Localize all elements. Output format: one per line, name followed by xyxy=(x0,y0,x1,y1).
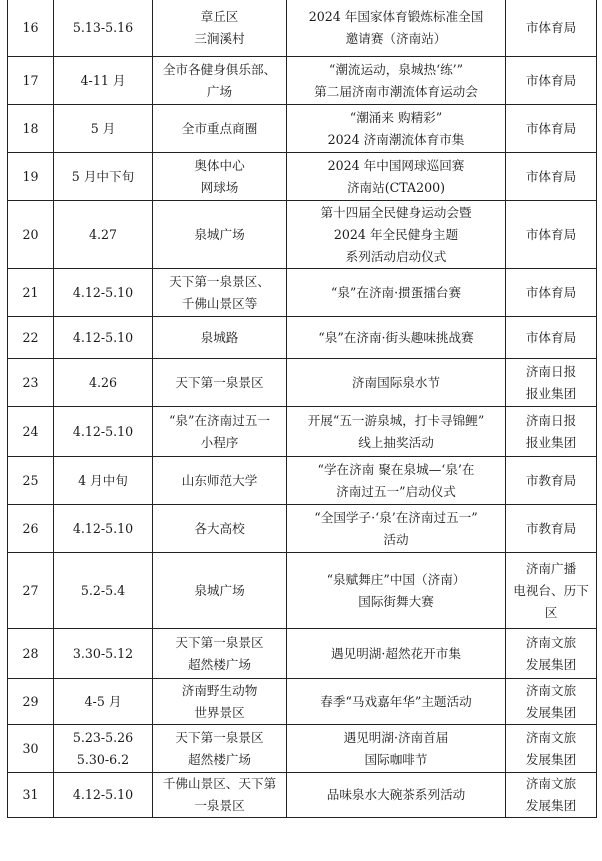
row-organizer xyxy=(506,629,597,679)
cell-line: 5 月 xyxy=(90,120,116,136)
row-organizer xyxy=(506,359,597,407)
table-row xyxy=(8,457,597,505)
row-organizer xyxy=(506,505,597,553)
row-event xyxy=(287,553,506,629)
cell-line: 市体育局 xyxy=(525,72,577,88)
cell-line: 5.2-5.4 xyxy=(80,582,126,598)
cell-line: 电视台、历下 xyxy=(513,582,589,598)
cell-line: 区 xyxy=(544,604,558,620)
row-date xyxy=(54,153,153,201)
row-date xyxy=(54,773,153,818)
cell-line: 发展集团 xyxy=(525,704,577,720)
row-date xyxy=(54,105,153,153)
row-location xyxy=(153,505,287,553)
row-location xyxy=(153,57,287,105)
row-event xyxy=(287,57,506,105)
cell-line: 4-5 月 xyxy=(84,693,122,709)
cell-line: 邀请赛（济南站） xyxy=(345,30,447,46)
row-organizer xyxy=(506,679,597,725)
cell-line: “学在济南 聚在泉城—‘泉’在 xyxy=(317,461,475,477)
cell-line: 天下第一泉景区 xyxy=(175,374,264,390)
cell-line: 国际咖啡节 xyxy=(364,751,428,767)
cell-line: 国际街舞大赛 xyxy=(358,593,434,609)
cell-line: “全国学子·‘泉’在济南过五一” xyxy=(314,509,478,525)
cell-line: 市体育局 xyxy=(525,329,577,345)
cell-line: 市体育局 xyxy=(525,226,577,242)
cell-line: 4.26 xyxy=(88,374,118,390)
row-number: 21 xyxy=(8,269,54,317)
row-organizer xyxy=(506,269,597,317)
cell-line: 章丘区 xyxy=(200,8,239,24)
cell-line: 全市重点商圈 xyxy=(181,120,258,136)
cell-line: 世界景区 xyxy=(194,704,245,720)
cell-line: 一泉景区 xyxy=(194,798,245,813)
row-location xyxy=(153,773,287,818)
cell-line: 千佛山景区、天下第 xyxy=(162,776,277,791)
row-location xyxy=(153,317,287,359)
table-row xyxy=(8,317,597,359)
row-number: 16 xyxy=(8,0,54,57)
row-location xyxy=(153,725,287,773)
row-event xyxy=(287,269,506,317)
cell-line: 超然楼广场 xyxy=(188,751,251,767)
cell-line: 小程序 xyxy=(200,434,239,450)
cell-line: 线上抽奖活动 xyxy=(358,434,434,450)
cell-line: 济南站(CTA200) xyxy=(346,179,446,195)
cell-line: 活动 xyxy=(383,531,409,547)
row-number: 25 xyxy=(8,457,54,505)
row-organizer xyxy=(506,105,597,153)
cell-line: 2024 年全民健身主题 xyxy=(333,226,459,242)
cell-line: “泉赋舞庄”中国（济南） xyxy=(326,571,466,587)
row-organizer xyxy=(506,153,597,201)
cell-line: 4.27 xyxy=(88,226,118,242)
cell-line: 济南文旅 xyxy=(525,776,577,791)
table-row xyxy=(8,269,597,317)
row-number: 19 xyxy=(8,153,54,201)
row-number: 30 xyxy=(8,725,54,773)
row-event xyxy=(287,773,506,818)
cell-line: 泉城广场 xyxy=(194,226,245,242)
row-event xyxy=(287,201,506,269)
cell-line: 市教育局 xyxy=(525,472,577,488)
cell-line: “泉”在济南·掼蛋擂台赛 xyxy=(330,284,462,300)
row-organizer xyxy=(506,57,597,105)
cell-line: 广场 xyxy=(206,83,233,99)
cell-line: 开展“五一游泉城，打卡寻锦鲤” xyxy=(307,412,485,428)
cell-line: 第十四届全民健身运动会暨 xyxy=(320,204,472,220)
cell-line: “泉”在济南过五一 xyxy=(168,412,271,428)
table-row xyxy=(8,0,597,57)
row-event xyxy=(287,725,506,773)
row-number: 22 xyxy=(8,317,54,359)
row-event xyxy=(287,505,506,553)
cell-line: 4.12-5.10 xyxy=(72,329,134,345)
table-row xyxy=(8,153,597,201)
cell-line: 超然楼广场 xyxy=(188,656,251,672)
row-organizer xyxy=(506,457,597,505)
cell-line: 三涧溪村 xyxy=(194,30,245,46)
cell-line: 4 月中旬 xyxy=(78,472,128,488)
cell-line: 各大高校 xyxy=(194,520,245,536)
table-row xyxy=(8,359,597,407)
row-number: 23 xyxy=(8,359,54,407)
row-event xyxy=(287,359,506,407)
row-location xyxy=(153,153,287,201)
cell-line: 2024 济南潮流体育市集 xyxy=(327,131,465,147)
cell-line: 4.12-5.10 xyxy=(72,423,134,439)
cell-line: 系列活动启动仪式 xyxy=(345,248,447,264)
cell-line: 发展集团 xyxy=(525,751,577,767)
row-date xyxy=(54,201,153,269)
cell-line: 5.30-6.2 xyxy=(76,751,130,767)
row-date xyxy=(54,725,153,773)
row-number: 29 xyxy=(8,679,54,725)
cell-line: 2024 年中国网球巡回赛 xyxy=(327,157,465,173)
row-date xyxy=(54,359,153,407)
cell-line: 4.12-5.10 xyxy=(72,284,134,300)
event-schedule-table xyxy=(7,0,597,818)
row-organizer xyxy=(506,773,597,818)
row-location xyxy=(153,629,287,679)
cell-line: 5 月中下旬 xyxy=(71,168,135,184)
cell-line: 发展集团 xyxy=(525,656,577,672)
cell-line: 4.12-5.10 xyxy=(72,787,134,802)
row-number: 24 xyxy=(8,407,54,457)
row-event xyxy=(287,317,506,359)
cell-line: “潮流运动，泉城热‘练’” xyxy=(328,61,464,77)
table-row xyxy=(8,407,597,457)
cell-line: 市体育局 xyxy=(525,19,577,35)
row-location xyxy=(153,457,287,505)
row-date xyxy=(54,317,153,359)
row-event xyxy=(287,105,506,153)
row-date xyxy=(54,0,153,57)
row-organizer xyxy=(506,317,597,359)
cell-line: 2024 年国家体育锻炼标准全国 xyxy=(308,8,484,24)
row-organizer xyxy=(506,201,597,269)
row-number: 18 xyxy=(8,105,54,153)
cell-line: 济南文旅 xyxy=(525,729,577,745)
row-date xyxy=(54,629,153,679)
cell-line: 济南日报 xyxy=(525,412,577,428)
cell-line: 4-11 月 xyxy=(80,72,126,88)
cell-line: 济南过五一”启动仪式 xyxy=(336,483,456,499)
cell-line: 济南国际泉水节 xyxy=(351,374,441,390)
row-number: 31 xyxy=(8,773,54,818)
row-location xyxy=(153,679,287,725)
row-event xyxy=(287,153,506,201)
cell-line: 4.12-5.10 xyxy=(72,520,134,536)
cell-line: “泉”在济南·街头趣味挑战赛 xyxy=(318,329,474,345)
row-number: 28 xyxy=(8,629,54,679)
row-organizer xyxy=(506,407,597,457)
row-location xyxy=(153,553,287,629)
cell-line: 济南文旅 xyxy=(525,682,577,698)
cell-line: 山东师范大学 xyxy=(181,472,258,488)
table-row xyxy=(8,553,597,629)
cell-line: 市体育局 xyxy=(525,120,577,136)
table-row xyxy=(8,57,597,105)
row-date xyxy=(54,553,153,629)
row-date xyxy=(54,457,153,505)
row-number: 17 xyxy=(8,57,54,105)
cell-line: “潮涌来 购精彩” xyxy=(349,109,443,125)
row-location xyxy=(153,269,287,317)
cell-line: 天下第一泉景区、 xyxy=(169,273,270,289)
row-number: 20 xyxy=(8,201,54,269)
row-location xyxy=(153,359,287,407)
cell-line: 济南野生动物 xyxy=(181,682,258,698)
table-row xyxy=(8,105,597,153)
row-event xyxy=(287,679,506,725)
cell-line: 发展集团 xyxy=(525,798,577,813)
row-date xyxy=(54,679,153,725)
row-event xyxy=(287,407,506,457)
row-organizer xyxy=(506,553,597,629)
cell-line: 济南文旅 xyxy=(525,634,577,650)
row-organizer xyxy=(506,0,597,57)
row-number: 26 xyxy=(8,505,54,553)
cell-line: 春季“马戏嘉年华”主题活动 xyxy=(320,693,472,709)
cell-line: 市体育局 xyxy=(525,284,577,300)
cell-line: 全市各健身俱乐部、 xyxy=(162,61,277,77)
row-event xyxy=(287,0,506,57)
cell-line: 市体育局 xyxy=(525,168,577,184)
cell-line: 网球场 xyxy=(200,179,239,195)
cell-line: 遇见明湖·济南首届 xyxy=(343,729,449,745)
cell-line: 泉城广场 xyxy=(194,582,245,598)
cell-line: 报业集团 xyxy=(525,385,577,401)
row-organizer xyxy=(506,725,597,773)
cell-line: 5.23-5.26 xyxy=(72,729,134,745)
row-event xyxy=(287,629,506,679)
cell-line: 千佛山景区等 xyxy=(181,295,258,311)
cell-line: 奥体中心 xyxy=(194,157,245,173)
cell-line: 3.30-5.12 xyxy=(72,645,134,661)
table-row xyxy=(8,725,597,773)
table-row xyxy=(8,773,597,818)
cell-line: 济南广播 xyxy=(525,560,577,576)
row-event xyxy=(287,457,506,505)
table-row xyxy=(8,505,597,553)
cell-line: 5.13-5.16 xyxy=(72,19,134,35)
cell-line: 报业集团 xyxy=(525,434,577,450)
table-row xyxy=(8,679,597,725)
cell-line: 第二届济南市潮流体育运动会 xyxy=(314,83,478,99)
table-row xyxy=(8,629,597,679)
cell-line: 泉城路 xyxy=(200,329,239,345)
row-location xyxy=(153,407,287,457)
row-location xyxy=(153,0,287,57)
table-row xyxy=(8,201,597,269)
cell-line: 天下第一泉景区 xyxy=(175,729,264,745)
row-location xyxy=(153,201,287,269)
row-date xyxy=(54,505,153,553)
cell-line: 天下第一泉景区 xyxy=(175,634,264,650)
row-date xyxy=(54,407,153,457)
cell-line: 济南日报 xyxy=(525,363,577,379)
row-date xyxy=(54,57,153,105)
event-schedule-body xyxy=(8,0,597,818)
row-number: 27 xyxy=(8,553,54,629)
cell-line: 市教育局 xyxy=(525,520,577,536)
row-location xyxy=(153,105,287,153)
cell-line: 品味泉水大碗茶系列活动 xyxy=(326,787,466,802)
cell-line: 遇见明湖·超然花开市集 xyxy=(331,645,461,661)
row-date xyxy=(54,269,153,317)
